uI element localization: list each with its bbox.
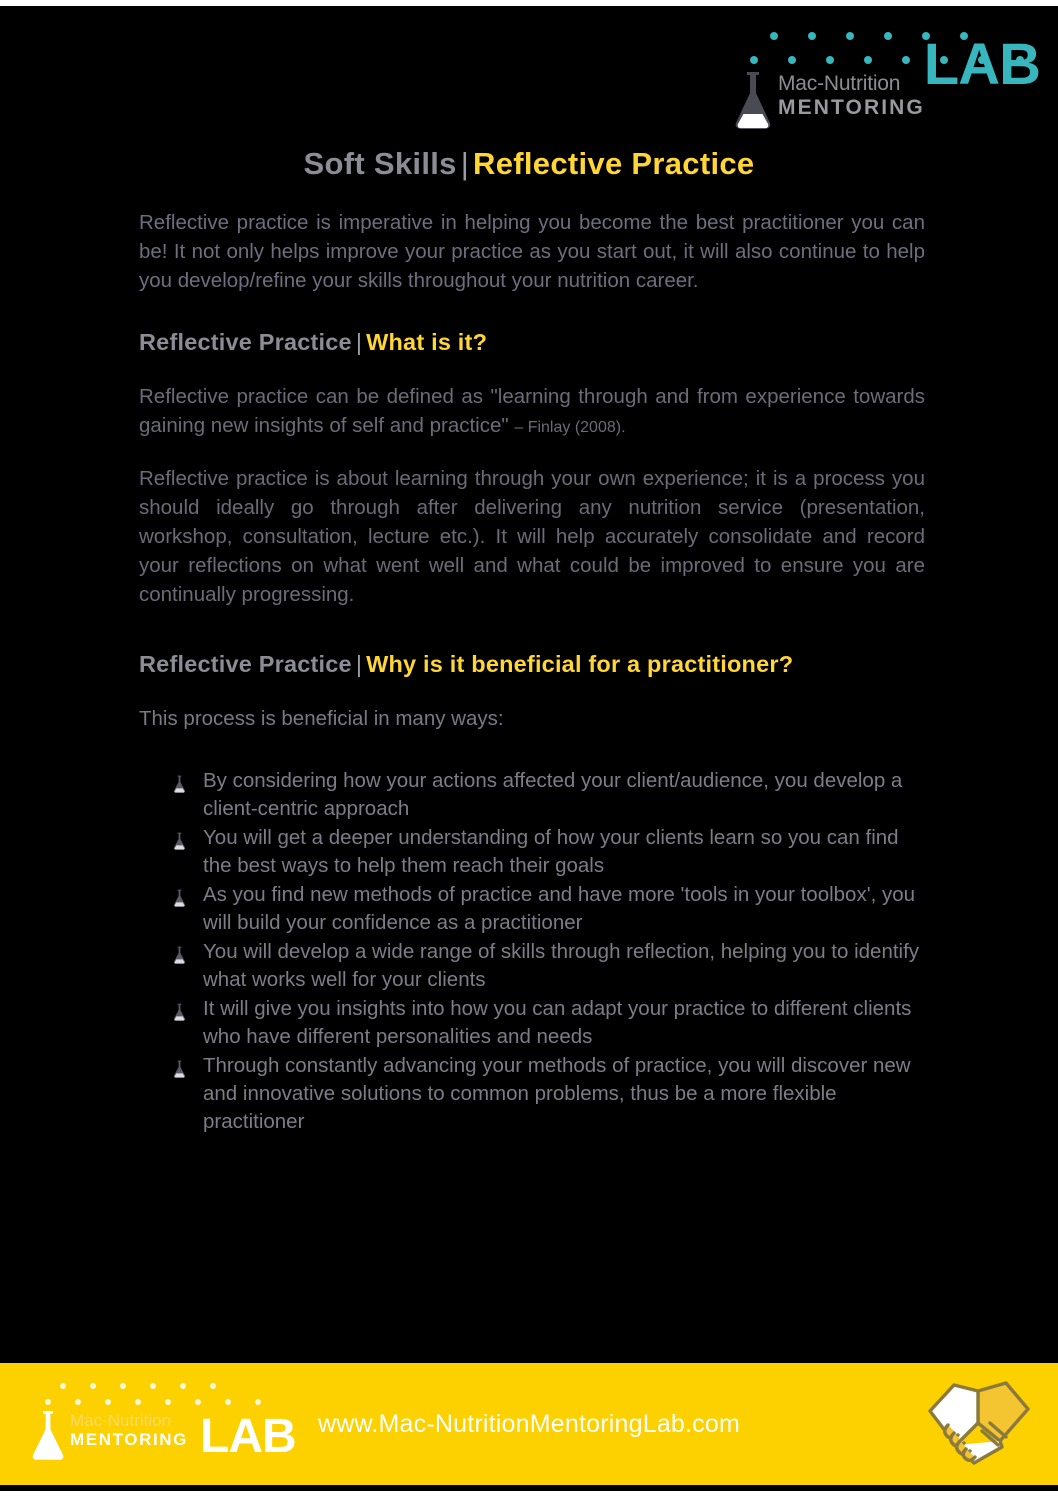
flask-bullet-icon <box>173 887 186 905</box>
flask-bullet-icon <box>173 773 186 791</box>
logo-line-mentoring: MENTORING <box>778 96 925 119</box>
definition-text: Reflective practice can be defined as "learning through and from experience towards gaining new insights of self and practice" <box>139 385 925 437</box>
flask-bullet-icon <box>173 1058 186 1076</box>
logo-line-mac-nutrition: Mac-Nutrition <box>778 72 901 95</box>
section2-heading-grey: Reflective Practice <box>139 651 352 677</box>
intro-paragraph: Reflective practice is imperative in helping you become the best practitioner you can be! It not only helps improve your practice as you start out, it will also continue to help you develop/refine your skills throughout your nutrition career. <box>139 211 925 292</box>
list-item-text: You will develop a wide range of skills through reflection, helping you to identify what works well for your clients <box>203 940 920 991</box>
handshake-icon <box>920 1375 1036 1473</box>
logo-lab-text: LAB <box>923 32 1040 97</box>
list-item <box>171 824 925 880</box>
page-title-yellow: Reflective Practice <box>473 146 755 181</box>
document-content <box>139 208 925 1137</box>
list-item <box>171 881 925 937</box>
page-title <box>0 146 1058 182</box>
section2-heading-yellow: Why is it beneficial for a practitioner? <box>366 651 794 677</box>
brand-logo-header <box>732 28 1040 132</box>
footer-bar <box>0 1363 1058 1485</box>
list-item <box>171 1052 925 1136</box>
flask-bullet-icon <box>173 830 186 848</box>
list-item-text: By considering how your actions affected your client/audience, you develop a client-centric approach <box>203 769 903 820</box>
section2-heading-separator: | <box>355 651 363 677</box>
definition-citation: – Finlay (2008). <box>514 419 626 436</box>
brand-logo-footer <box>28 1381 296 1471</box>
list-item-text: You will get a deeper understanding of how your clients learn so you can find the best ways to help them reach their goals <box>203 826 899 877</box>
footer-logo-line-mentoring: MENTORING <box>70 1430 188 1449</box>
about-paragraph: Reflective practice is about learning through your own experience; it is a process you should ideally go through after delivering any nutrition service (presentation, workshop, consultation, lecture etc.). It will help accurately consolidate and record your reflections on what went well and what could be improved to ensure you are continually progressing. <box>139 467 925 606</box>
list-item <box>171 995 925 1051</box>
list-item-text: Through constantly advancing your methods of practice, you will discover new and innovative solutions to common problems, thus be a more flexible practitioner <box>203 1054 911 1133</box>
flask-icon <box>732 70 774 130</box>
section1-heading-grey: Reflective Practice <box>139 329 352 355</box>
footer-logo-lab-text: LAB <box>200 1410 296 1463</box>
section-heading-what-is-it <box>139 329 925 356</box>
document-body-dark <box>0 6 1058 1491</box>
page-title-grey: Soft Skills <box>303 146 457 181</box>
list-item <box>171 938 925 994</box>
footer-flask-icon <box>30 1409 66 1461</box>
section-heading-why-beneficial <box>139 651 925 678</box>
list-item <box>171 767 925 823</box>
footer-logo-line-mac-nutrition: Mac-Nutrition <box>70 1411 172 1430</box>
definition-paragraph <box>139 382 925 442</box>
footer-website-url: www.Mac-NutritionMentoringLab.com <box>317 1409 741 1438</box>
page-title-separator: | <box>460 146 470 181</box>
flask-bullet-icon <box>173 1001 186 1019</box>
list-item-text: As you find new methods of practice and have more 'tools in your toolbox', you will build your confidence as a practitioner <box>203 883 916 934</box>
section1-heading-separator: | <box>355 329 363 355</box>
benefits-lead-in: This process is beneficial in many ways: <box>139 707 504 730</box>
flask-bullet-icon <box>173 944 186 962</box>
benefits-list <box>139 767 925 1136</box>
section1-heading-yellow: What is it? <box>366 329 488 355</box>
list-item-text: It will give you insights into how you can adapt your practice to different clients who have different personalities and needs <box>203 997 912 1048</box>
